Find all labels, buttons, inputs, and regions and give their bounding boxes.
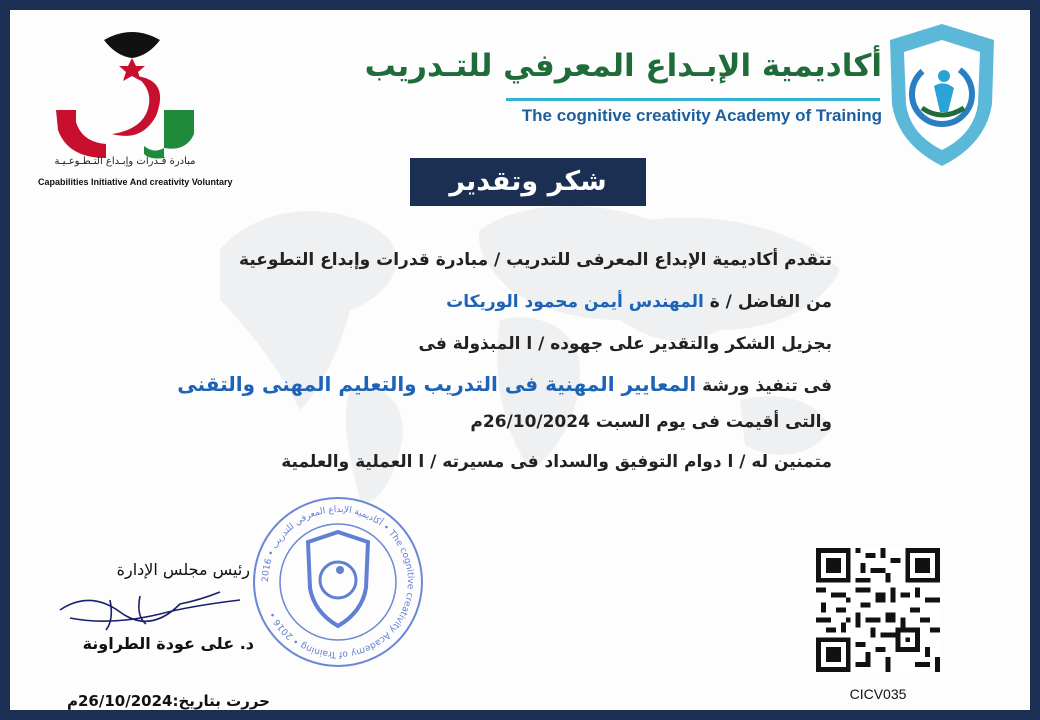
workshop-name: المعايير المهنية فى التدريب والتعليم المهنى والتقنى (177, 372, 697, 396)
certificate-title-banner: شكر وتقدير (410, 158, 646, 206)
recipient-name: المهندس أيمن محمود الوريكات (446, 292, 704, 312)
academy-name-en: The cognitive creativity Academy of Training (521, 106, 882, 125)
svg-text:أكاديمية الإبداع المعرفي للتدر (261, 505, 415, 659)
initiative-logo (46, 26, 216, 196)
academy-stamp (248, 492, 428, 672)
academy-title-divider (506, 98, 880, 101)
stamp-ring-text: أكاديمية الإبداع المعرفي للتدريب • 2016 • The cognitive creativity Academy of Training • 2016 • (260, 504, 416, 660)
body-line-6: متمنين له / ا دوام التوفيق والسداد فى مسيرته / ا العملية والعلمية (281, 452, 832, 472)
academy-shield-logo (882, 18, 1002, 170)
certificate-code: CICV035 (849, 686, 907, 702)
initiative-name-ar: مبادرة قـدرات وإبـداع التـطـوعـيـة (54, 156, 196, 167)
body-line-4-prefix: فى تنفيذ ورشة (696, 376, 832, 396)
body-line-4 (177, 372, 832, 396)
body-line-5: والتى أقيمت فى يوم السبت 26/10/2024م (470, 412, 832, 432)
signatory-title: رئيس مجلس الإدارة (116, 560, 250, 579)
academy-name-ar: أكاديمية الإبـداع المعرفي للتـدريب (364, 48, 882, 84)
body-line-2 (446, 292, 832, 312)
signatory-name: د. على عودة الطراونة (82, 634, 254, 653)
body-line-3: بجزيل الشكر والتقدير على جهوده / ا المبذولة فى (418, 334, 832, 354)
body-line-2-prefix: من الفاضل / ة (703, 292, 832, 312)
initiative-name-en: Capabilities Initiative And creativity Voluntary (38, 177, 233, 187)
body-line-1: تتقدم أكاديمية الإبداع المعرفى للتدريب / مبادرة قدرات وإبداع التطوعية (239, 250, 832, 270)
qr-code (816, 548, 940, 672)
issued-date: حررت بتاريخ:26/10/2024م (67, 692, 270, 710)
